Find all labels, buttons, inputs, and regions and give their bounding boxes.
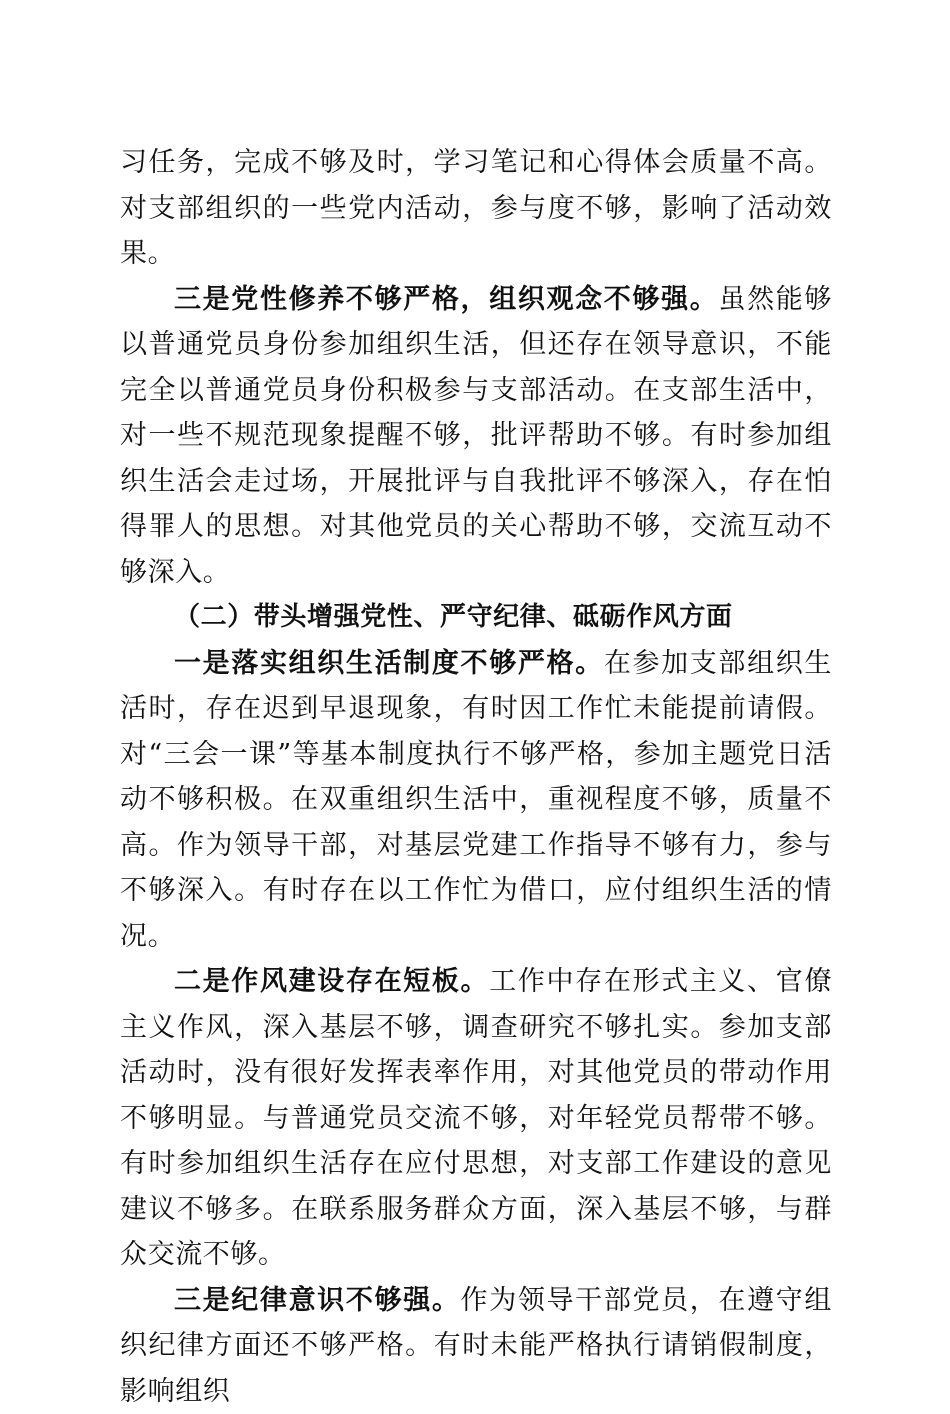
document-body	[120, 140, 832, 1414]
paragraph-lead: 三是党性修养不够严格，组织观念不够强。	[174, 284, 718, 315]
section-heading: （二）带头增强党性、严守纪律、砥砺作风方面	[120, 595, 832, 641]
paragraph-org-life	[120, 641, 832, 960]
paragraph-lead: 二是作风建设存在短板。	[174, 966, 489, 997]
paragraph-lead: 三是纪律意识不够强。	[174, 1285, 461, 1316]
paragraph-text: 习任务，完成不够及时，学习笔记和心得体会质量不高。对支部组织的一些党内活动，参与度不够，影响了活动效果。	[120, 147, 832, 269]
paragraph-party-spirit	[120, 277, 832, 596]
paragraph-discipline	[120, 1278, 832, 1414]
paragraph-text: 在参加支部组织生活时，存在迟到早退现象，有时因工作忙未能提前请假。对“三会一课”等基本制度执行不够严格，参加主题党日活动不够积极。在双重组织生活中，重视程度不够，质量不高。作为领导干部，对基层党建工作指导不够有力，参与不够深入。有时存在以工作忙为借口，应付组织生活的情况。	[120, 648, 832, 952]
paragraph-text: 工作中存在形式主义、官僚主义作风，深入基层不够，调查研究不够扎实。参加支部活动时，没有很好发挥表率作用，对其他党员的带动作用不够明显。与普通党员交流不够，对年轻党员帮带不够。有时参加组织生活存在应付思想，对支部工作建设的意见建议不够多。在联系服务群众方面，深入基层不够，与群众交流不够。	[120, 966, 832, 1270]
paragraph-lead: 一是落实组织生活制度不够严格。	[174, 648, 604, 679]
paragraph-text: 作为领导干部党员，在遵守组织纪律方面还不够严格。有时未能严格执行请销假制度，影响组织	[120, 1285, 832, 1407]
paragraph-work-style	[120, 959, 832, 1278]
paragraph-text: 虽然能够以普通党员身份参加组织生活，但还存在领导意识，不能完全以普通党员身份积极参与支部活动。在支部生活中，对一些不规范现象提醒不够，批评帮助不够。有时参加组织生活会走过场，开展批评与自我批评不够深入，存在怕得罪人的思想。对其他党员的关心帮助不够，交流互动不够深入。	[120, 284, 832, 588]
paragraph-continued	[120, 140, 832, 277]
